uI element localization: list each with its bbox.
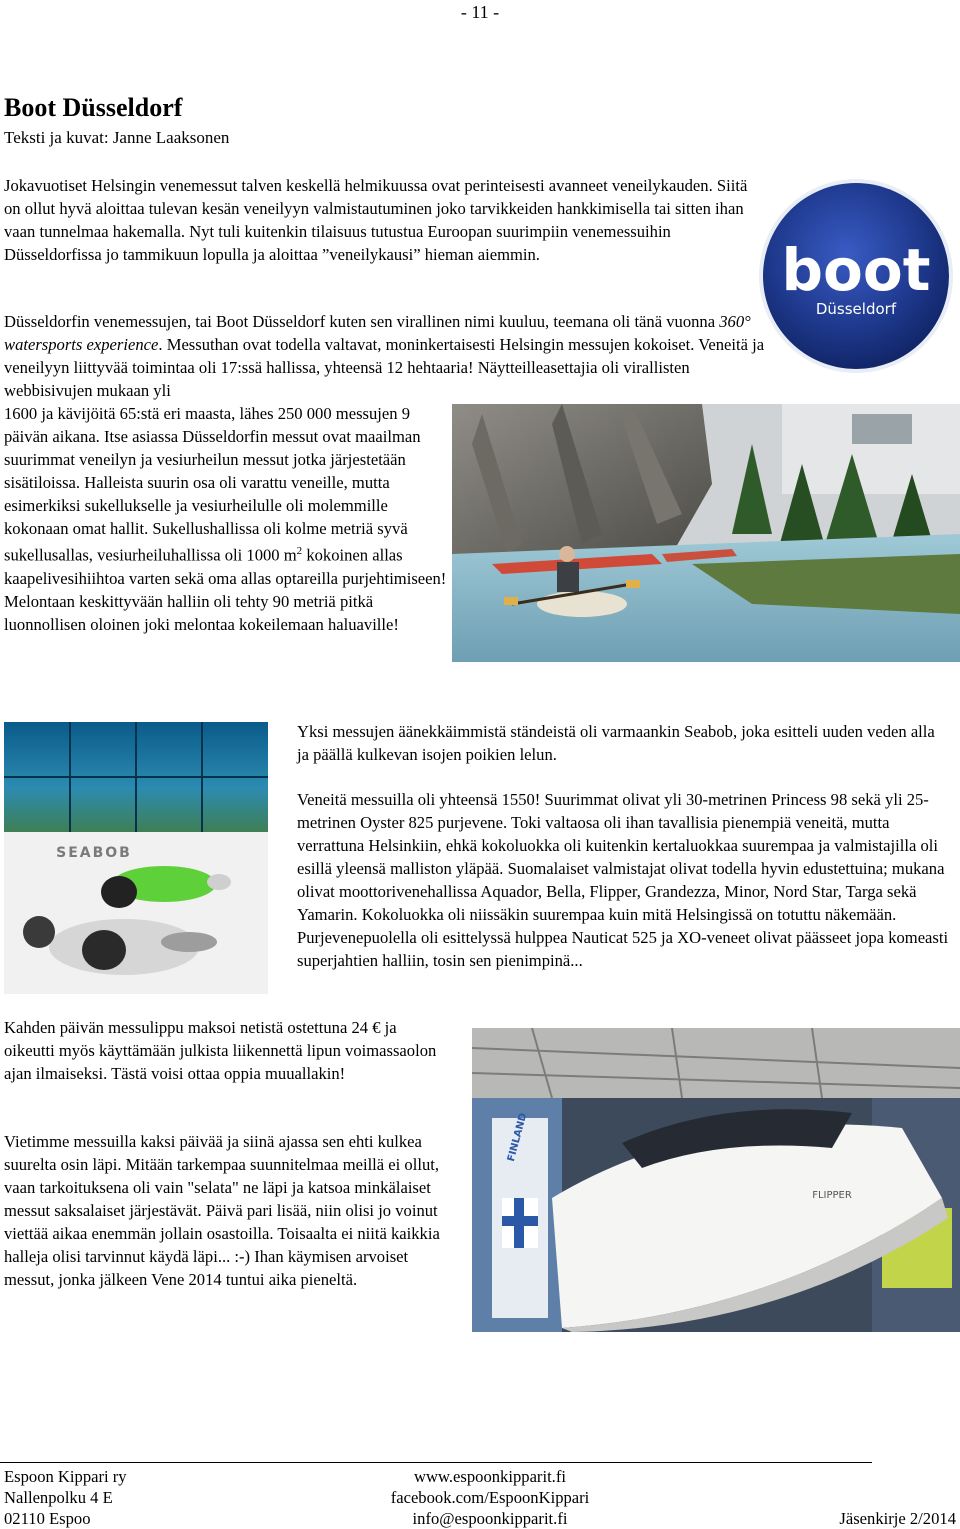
page-number: - 11 - <box>460 2 500 22</box>
stats-paragraph <box>4 402 450 636</box>
seabob-photo <box>4 722 268 994</box>
footer-email-link[interactable]: info@espoonkipparit.fi <box>412 1509 568 1528</box>
theme-text-emphasis: 360° watersports experience <box>4 312 751 354</box>
logo-word: boot <box>781 236 931 304</box>
flipper-boat-illustration <box>472 1028 960 1332</box>
closing-text: Vietimme messuilla kaksi päivää ja siinä ajassa sen ehti kulkea suurelta osin läpi. Mitään tarkempaa suunnitelmaa meillä ei ollut, vaan tarkoituksena oli vain "selata" ne läpi ja katsoa minkälaiset messut saksalaiset järjestävät. Päivä pari lisää, niin olisi jo voinut viettää aikaa enemmän jollain osastoilla. Toisaalta ei niitä kaikkia halleja olisi tarvinnut käydä läpi... :-) Ihan käymisen arvoiset messut, jonka jälkeen Vene 2014 tuntui aika pieneltä. <box>4 1132 440 1289</box>
footer-street: Nallenpolku 4 E <box>4 1488 113 1507</box>
flipper-boat-photo <box>472 1028 960 1332</box>
boats-text: Veneitä messuilla oli yhteensä 1550! Suurimmat olivat yli 30-metrinen Princess 98 sekä yli 25-metrinen Oyster 825 purjevene. Toki valtaosa oli ihan tavallisia pienempiä veneitä, mutta verrattuna Helsinkiin, ehkä kokoluokka oli kuitenkin kertaluokkaa suurempaa ja valmistajilla oli esillä yleensä malliston yläpää. Suomalaiset valmistajat olivat todella hyvin edustettuina; mukana olivat moottorivenehallissa Aquador, Bella, Flipper, Grandezza, Minor, Nord Star, Targa sekä Yamarin. Kokoluokka oli niissäkin suurempaa kuin mitä Helsingissä on totuttu näkemään. Purjevenepuolella oli esittelyssä hulppea Nauticat 525 ja XO-veneet olivat päässeet jopa komeasti superjahtien halliin, tosin sen pienimpinä... <box>297 790 949 970</box>
footer-issue: Jäsenkirje 2/2014 <box>839 1509 956 1528</box>
boats-paragraph <box>297 788 957 972</box>
theme-text-a: Düsseldorfin venemessujen, tai Boot Düsseldorf kuten sen virallinen nimi kuuluu, teemana oli tänä vuonna <box>4 312 720 331</box>
footer-postal: 02110 Espoo <box>4 1509 91 1528</box>
intro-text: Jokavuotiset Helsingin venemessut talven keskellä helmikuussa ovat perinteisesti avanneet veneilykauden. Siitä on ollut hyvä aloittaa tulevan kesän veneilyyn valmistautuminen joko tarvikkeiden hankkimisella tai sitten ihan vaan tunnelmaa hakemalla. Nyt tuli kuitenkin tilaisuus tutustua Euroopan suurimpiin venemessuihin Düsseldorfissa jo tammikuun lopulla ja aloittaa ”veneilykausi” hieman aiemmin. <box>4 176 748 264</box>
article-title: Boot Düsseldorf <box>4 93 183 122</box>
flag-banner-text: FINLAND <box>505 1111 530 1163</box>
closing-paragraph <box>4 1130 450 1291</box>
intro-paragraph <box>4 174 754 266</box>
stats-superscript: 2 <box>296 545 303 557</box>
stats-text-b: kokoinen allas kaapelivesihiihtoa varten sekä oma allas optareilla purjehtimiseen! Melontaan keskittyvään halliin oli tehty 90 metriä pitkä luonnollisen oloinen joki melontaa kokeilemaan haluaville! <box>4 545 447 634</box>
footer-left <box>4 1466 127 1529</box>
stats-text-a: 1600 ja kävijöitä 65:stä eri maasta, lähes 250 000 messujen 9 päivän aikana. Itse asiassa Düsseldorfin messut ovat maailman suurimmat veneilyn ja vesiurheilun messut jotka järjestetään sisätiloissa. Halleista suurin osa oli varattu veneille, mutta esimerkiksi sukellukselle ja vesiurheilulle oli molemmille kokonaan omat hallit. Sukellushallissa oli kolme metriä syvä sukellusallas, vesiurheiluhallissa oli 1000 m <box>4 404 421 565</box>
seabob-illustration <box>4 722 268 994</box>
ticket-text: Kahden päivän messulippu maksoi netistä ostettuna 24 € ja oikeutti myös käyttämään julkista liikennettä lipun voimassaolon ajan ilmaiseksi. Tästä voisi ottaa oppia muuallakin! <box>4 1018 437 1083</box>
kayak-river-photo <box>452 404 960 662</box>
seabob-brand-text: SEABOB <box>56 845 132 861</box>
stats-text <box>4 402 450 636</box>
footer-website-link[interactable]: www.espoonkipparit.fi <box>414 1467 566 1486</box>
seabob-text: Yksi messujen äänekkäimmistä ständeistä oli varmaankin Seabob, joka esitteli uuden veden alla ja päällä kulkevan isojen poikien lelun. <box>297 722 935 764</box>
footer-center <box>300 1466 680 1529</box>
footer-org-name: Espoon Kippari ry <box>4 1467 127 1486</box>
boot-dusseldorf-logo <box>756 176 956 376</box>
boat-hull-text: FLIPPER <box>812 1190 852 1201</box>
article-byline: Teksti ja kuvat: Janne Laaksonen <box>4 128 230 147</box>
theme-text-b: . Messuthan ovat todella valtavat, moninkertaisesti Helsingin messujen kokoiset. Veneitä ja veneilyyn liittyvää toimintaa oli 17:ssä hallissa, yhteensä 12 hehtaaria! Näytteilleasettajia oli virallisten webbisivujen mukaan yli <box>4 335 765 400</box>
theme-text <box>4 310 772 402</box>
logo-subtitle: Düsseldorf <box>815 300 897 318</box>
seabob-paragraph <box>297 720 947 766</box>
footer-facebook-link[interactable]: facebook.com/EspoonKippari <box>390 1488 590 1507</box>
kayak-river-illustration <box>452 404 960 662</box>
ticket-paragraph <box>4 1016 444 1085</box>
theme-paragraph <box>4 310 772 402</box>
footer-divider <box>0 1462 872 1463</box>
